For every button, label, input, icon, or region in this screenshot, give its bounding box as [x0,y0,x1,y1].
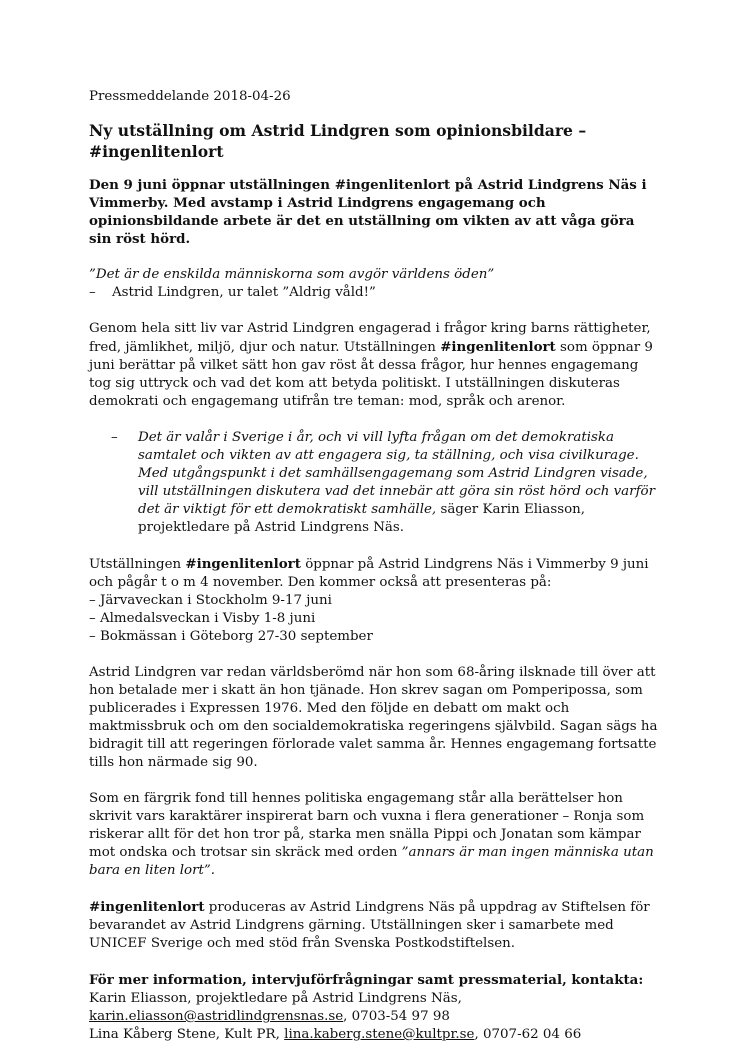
quote: ”Det är de enskilda människorna som avgör världens öden” [89,267,495,282]
contact-2-phone: , 0707-62 04 66 [474,1027,582,1042]
p1-text-c: som öppnar 9 juni berättar på vilket sätt hon gav röst åt dessa frågor, hur hennes engagemang tog sig uttryck och vad det kom att betyda politiskt. I utställningen diskuteras demokrati och engagemang utifrån tre teman: mod, språk och arenor. [89,340,653,409]
contact-2-line [89,1026,659,1044]
quote-attribution [89,284,659,302]
date-line: Pressmeddelande 2018-04-26 [89,89,291,104]
contact-section [89,971,659,1044]
press-release [89,88,659,1044]
p2-text [89,555,659,592]
paragraph-producers [89,898,659,953]
paragraph-intro [89,320,659,411]
p5-hashtag: #ingenlitenlort [89,899,205,915]
p5-text: produceras av Astrid Lindgrens Näs på uppdrag av Stiftelsen för bevarandet av Astrid Lindgrens gärning. Utställningen sker i samarbete med UNICEF Sverige och med stöd från Svenska Postkodstiftelsen. [89,900,650,951]
p4-text-a: Som en färgrik fond till hennes politiska engagemang står alla berättelser hon skrivit vars karaktärer inspirerat barn och vuxna i flera generationer – Ronja som riskerar allt för det hon tror på, starka men snälla Pippi och Jonatan som kämpar mot ondska och trotsar sin skräck med orden [89,791,645,860]
title-line-1: Ny utställning om Astrid Lindgren som opinionsbildare – [89,121,587,140]
page-title [89,120,659,162]
block-quote-italic: Det är valår i Sverige i år, och vi vill lyfta frågan om det demokratiska samtalet och vikten av att engagera sig, ta ställning, och visa civilkurage. Med utgångspunkt i det samhällsengagemang som Astrid Lindgren visade, vill utställningen diskutera vad det innebär att göra sin röst hörd och varför det är viktigt för ett demokratiskt samhälle, [138,430,655,517]
contact-1-line-1: Karin Eliasson, projektledare på Astrid Lindgrens Näs, [89,991,462,1006]
list-item: – Järvaveckan i Stockholm 9-17 juni [89,593,332,608]
p1-text-a: Genom hela sitt liv var Astrid Lindgren engagerad i frågor kring barns rättigheter, fred, jämlikhet, miljö, djur och natur. Utställningen [89,321,651,355]
attribution-text: Astrid Lindgren, ur talet ”Aldrig våld!” [112,285,376,300]
contact-2-email-link[interactable]: lina.kaberg.stene@kultpr.se [284,1027,475,1042]
p2-text-c: öppnar på Astrid Lindgrens Näs i Vimmerby 9 juni och pågår t o m 4 november. Den kommer också att presenteras på: [89,557,649,590]
p2-text-a: Utställningen [89,557,186,572]
attribution-dash: – [89,285,96,300]
paragraph-stories [89,790,659,880]
paragraph-venues [89,555,659,646]
p1-hashtag: #ingenlitenlort [440,339,556,355]
contact-heading [89,971,659,990]
p4-quote: ”annars är man ingen människa utan bara en liten lort”. [89,845,654,878]
block-quote-dash: – [111,430,118,445]
block-quote-text [138,429,659,537]
contact-1-line-2 [89,1008,659,1026]
lead-paragraph: Den 9 juni öppnar utställningen #ingenlitenlort på Astrid Lindgrens Näs i Vimmerby. Med avstamp i Astrid Lindgrens engagemang och opinionsbildande arbete är det en utställning om vikten av att våga göra sin röst hörd. [89,177,647,247]
contact-heading-text: För mer information, intervjuförfrågningar samt pressmaterial, kontakta: [89,972,644,988]
p2-hashtag: #ingenlitenlort [185,556,301,572]
list-item: – Bokmässan i Göteborg 27-30 september [89,629,373,644]
list-item: – Almedalsveckan i Visby 1-8 juni [89,611,316,626]
contact-1-email-link[interactable]: karin.eliasson@astridlindgrensnas.se [89,1009,344,1024]
block-quote [89,429,659,537]
contact-2-name: Lina Kåberg Stene, Kult PR, [89,1027,285,1042]
contact-1-phone: , 0703-54 97 98 [343,1009,450,1024]
block-quote-tail: säger Karin Eliasson, projektledare på Astrid Lindgrens Näs. [138,502,586,535]
title-line-2: #ingenlitenlort [89,142,224,161]
paragraph-pomperipossa: Astrid Lindgren var redan världsberömd när hon som 68-åring ilsknade till över att hon betalade mer i skatt än hon tjänade. Hon skrev sagan om Pomperipossa, som publicerades i Expressen 1976. Med den följde en debatt om makt och maktmissbruk och om den socialdemokratiska regeringens självbild. Sagan sägs ha bidragit till att regeringen förlorade valet samma år. Hennes engagemang fortsatte tills hon närmade sig 90. [89,665,658,770]
